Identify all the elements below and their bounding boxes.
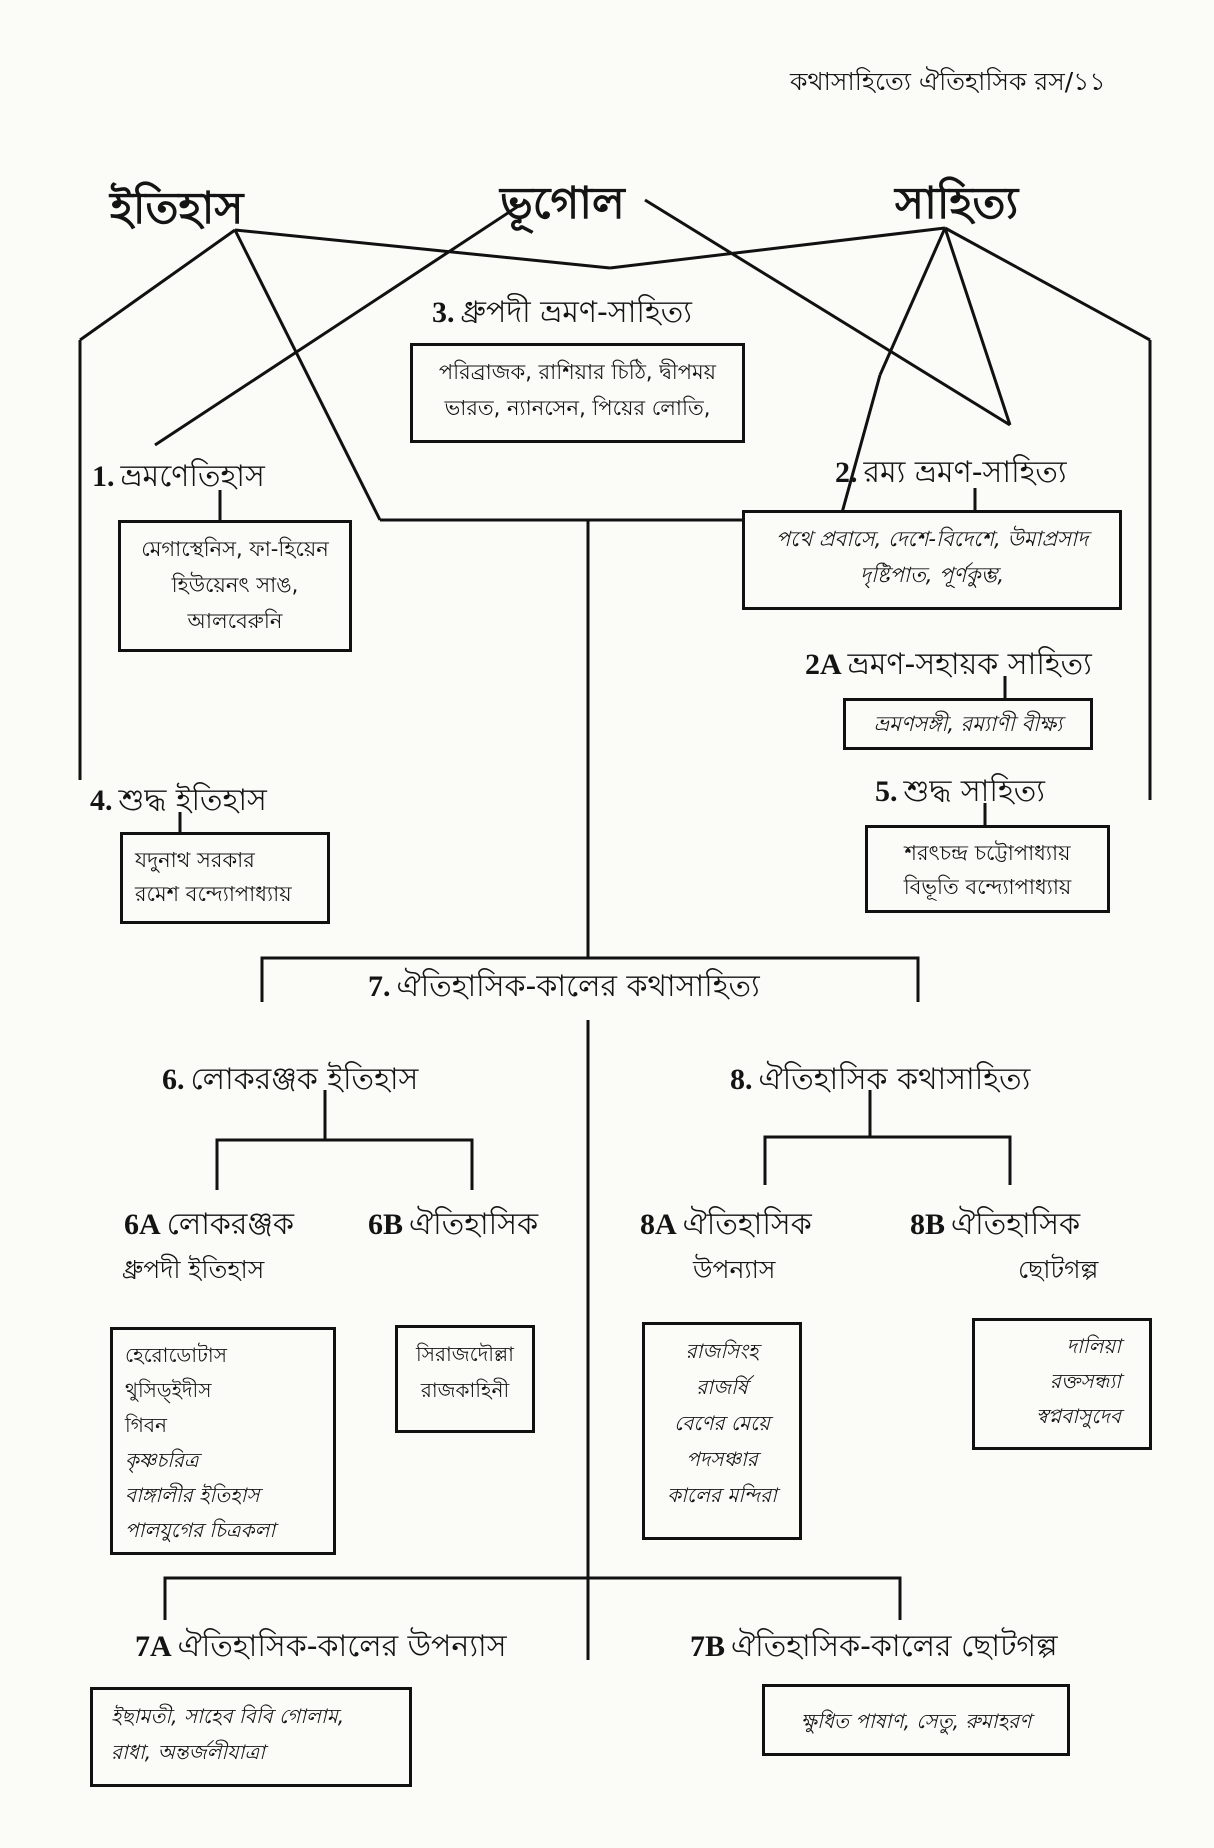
example-item: ইছামতী, সাহেব বিবি গোলাম,	[111, 1704, 345, 1728]
root-literature: সাহিত্য	[895, 178, 1019, 229]
node-6b-examples-box	[395, 1325, 535, 1433]
node-8a-sublabel: উপন্যাস	[693, 1255, 776, 1284]
example-item: কৃষ্ণচরিত্র	[125, 1448, 199, 1472]
example-item: রমেশ বন্দ্যোপাধ্যায়	[135, 882, 292, 906]
node-number: 8B	[910, 1208, 946, 1241]
example-item: পালযুগের চিত্রকলা	[125, 1518, 276, 1542]
example-item: রক্তসন্ধ্যা	[1049, 1369, 1121, 1393]
node-number: 6A	[124, 1208, 161, 1241]
example-item: দালিয়া	[1066, 1334, 1121, 1358]
example-item: ভ্রমণসঙ্গী, রম্যাণী বীক্ষ্য	[873, 712, 1063, 736]
node-number: 4.	[90, 784, 113, 817]
node-8b-examples-box	[972, 1318, 1152, 1450]
node-8b-historical-short-story	[910, 1200, 1080, 1251]
node-2-delightful-travel-literature	[835, 448, 1067, 499]
node-4-examples-box	[120, 832, 330, 924]
node-number: 7B	[690, 1630, 726, 1663]
node-6a-sublabel: ধ্রুপদী ইতিহাস	[122, 1255, 265, 1284]
example-item: রাজর্ষি	[696, 1375, 748, 1399]
example-item: রাধা, অন্তর্জলীযাত্রা	[111, 1740, 265, 1764]
example-item: বাঙ্গালীর ইতিহাস	[125, 1483, 260, 1507]
node-number: 8.	[730, 1063, 753, 1096]
example-item: বিভূতি বন্দ্যোপাধ্যায়	[903, 875, 1072, 899]
node-number: 6.	[162, 1063, 185, 1096]
node-label: ঐতিহাসিক-কালের কথাসাহিত্য	[396, 969, 760, 1004]
node-5-pure-literature	[875, 767, 1045, 818]
node-6-popular-history	[162, 1055, 418, 1106]
example-item: রাজসিংহ	[685, 1339, 759, 1363]
node-2a-travel-aid-literature	[805, 640, 1092, 691]
node-number: 3.	[432, 296, 455, 329]
node-number: 8A	[640, 1208, 677, 1241]
running-header: কথাসাহিত্যে ঐতিহাসিক রস/১১	[790, 67, 1106, 96]
node-label: ঐতিহাসিক-কালের ছোটগল্প	[731, 1629, 1058, 1664]
node-label: লোকরঞ্জক ইতিহাস	[190, 1062, 419, 1097]
example-item: কালের মন্দিরা	[667, 1483, 777, 1507]
example-item: থুসিড্ইদীস	[125, 1378, 212, 1402]
node-number: 2.	[835, 456, 858, 489]
node-label: ঐতিহাসিক-কালের উপন্যাস	[177, 1629, 507, 1664]
node-6b-historical	[368, 1200, 538, 1251]
node-6a-popular-classical-history	[124, 1200, 294, 1251]
node-2a-examples-box	[843, 698, 1093, 750]
example-item: স্বপ্নবাসুদেব	[1035, 1404, 1121, 1428]
node-1-travel-history	[92, 452, 265, 503]
node-8b-sublabel: ছোটগল্প	[1018, 1255, 1099, 1284]
node-label: ঐতিহাসিক কথাসাহিত্য	[758, 1062, 1031, 1097]
example-item: আলবেরুনি	[187, 609, 283, 633]
example-item: সিরাজদৌল্লা	[416, 1342, 514, 1366]
node-label: রম্য ভ্রমণ-সাহিত্য	[863, 455, 1067, 490]
node-3-classical-travel-literature	[432, 288, 692, 339]
node-label: ঐতিহাসিক	[409, 1207, 539, 1242]
node-label: ঐতিহাসিক	[951, 1207, 1081, 1242]
node-7-historical-period-fiction	[368, 962, 760, 1013]
node-2-examples-box	[742, 510, 1122, 610]
node-label: লোকরঞ্জক	[166, 1207, 295, 1242]
example-item: হেরোডোটাস	[125, 1343, 227, 1367]
node-number: 2A	[805, 648, 842, 681]
node-number: 5.	[875, 775, 898, 808]
node-8a-historical-novel	[640, 1200, 812, 1251]
node-label: শুদ্ধ সাহিত্য	[903, 774, 1045, 809]
example-item: মেগাস্থেনিস, ফা-হিয়েন	[141, 537, 329, 561]
node-number: 7.	[368, 970, 391, 1003]
node-number: 1.	[92, 460, 115, 493]
node-label: ভ্রমণ-সহায়ক সাহিত্য	[847, 647, 1092, 682]
node-3-examples-box	[410, 343, 745, 443]
node-8a-examples-box	[642, 1322, 802, 1540]
node-7b-historical-period-short-story	[690, 1622, 1058, 1673]
example-item: দৃষ্টিপাত, পূর্ণকুম্ভ,	[859, 563, 1004, 587]
node-number: 7A	[135, 1630, 172, 1663]
root-history: ইতিহাস	[110, 183, 244, 234]
example-item: ক্ষুধিত পাষাণ, সেতু, রুমাহরণ	[800, 1709, 1032, 1733]
node-label: ঐতিহাসিক	[682, 1207, 812, 1242]
example-item: ভারত, ন্যানসেন, পিয়ের লোতি,	[444, 396, 711, 420]
node-label: শুদ্ধ ইতিহাস	[118, 783, 267, 818]
example-item: যদুনাথ সরকার	[135, 848, 255, 872]
example-item: রাজকাহিনী	[420, 1378, 510, 1402]
example-item: গিবন	[125, 1413, 167, 1437]
node-number: 6B	[368, 1208, 404, 1241]
node-4-pure-history	[90, 776, 267, 827]
example-item: পদসঞ্চার	[686, 1447, 758, 1471]
example-item: পরিব্রাজক, রাশিয়ার চিঠি, দ্বীপময়	[438, 360, 717, 384]
node-5-examples-box	[865, 825, 1110, 913]
node-label: ধ্রুপদী ভ্রমণ-সাহিত্য	[460, 295, 692, 330]
node-7a-examples-box	[90, 1687, 412, 1787]
node-8-historical-fiction	[730, 1055, 1030, 1106]
example-item: পথে প্রবাসে, দেশে-বিদেশে, উমাপ্রসাদ	[775, 527, 1089, 551]
node-7a-historical-period-novel	[135, 1622, 507, 1673]
node-label: ভ্রমণেতিহাস	[120, 459, 265, 494]
root-geography: ভূগোল	[500, 178, 625, 229]
example-item: হিউয়েনৎ সাঙ,	[171, 573, 299, 597]
node-7b-examples-box	[762, 1684, 1070, 1756]
node-1-examples-box	[118, 520, 352, 652]
node-6a-examples-box	[110, 1327, 336, 1555]
example-item: শরৎচন্দ্র চট্টোপাধ্যায়	[904, 841, 1071, 865]
example-item: বেণের মেয়ে	[674, 1411, 770, 1435]
